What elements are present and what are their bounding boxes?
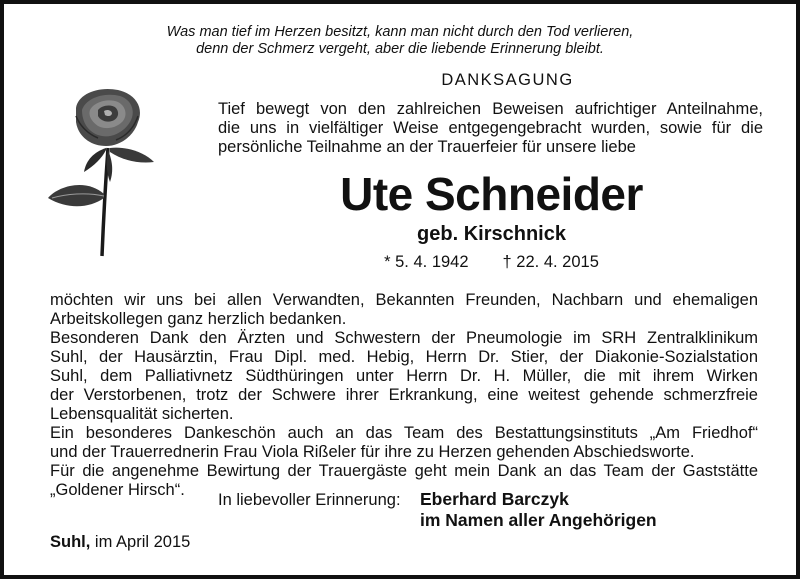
motto-line: Was man tief im Herzen besitzt, kann man nicht durch den Tod verlieren,	[166, 24, 634, 40]
intro-line: die uns in vielfältiger Weise entgegengebracht wurden, sowie für die	[218, 119, 763, 137]
thanks-line: Für die angenehme Bewirtung der Trauergäste geht mein Dank an das Team der Gaststätte	[50, 462, 758, 480]
thanks-line: Lebensqualität sicherten.	[50, 405, 234, 423]
signatory-note: im Namen aller Angehörigen	[420, 510, 657, 530]
thanks-line: möchten wir uns bei allen Verwandten, Bekannten Freunden, Nachbarn und ehemaligen	[50, 291, 758, 309]
place-date-text: im April 2015	[90, 533, 191, 551]
deceased-name: Ute Schneider	[340, 168, 643, 220]
page-title: DANKSAGUNG	[441, 71, 574, 89]
thanks-line: der Verstorbenen, trotz der Schwere ihrer Erkrankung, eine weitest gehende schmerzfreie	[50, 386, 758, 404]
thanks-line: Ein besonderes Dankeschön auch an das Team des Bestattungsinstituts „Am Friedhof“	[50, 424, 758, 442]
intro-line: Tief bewegt von den zahlreichen Beweisen aufrichtiger Anteilnahme,	[218, 100, 763, 118]
life-dates	[219, 252, 764, 272]
rose-icon	[46, 86, 166, 261]
signature-label: In liebevoller Erinnerung:	[218, 491, 401, 509]
signatory-name: Eberhard Barczyk	[420, 489, 569, 509]
birth-name: geb. Kirschnick	[417, 223, 566, 245]
intro-text	[218, 100, 763, 157]
death-date: † 22. 4. 2015	[502, 253, 599, 271]
thanks-text	[50, 291, 758, 500]
thanks-line: und der Trauerrednerin Frau Viola Rißeler für ihre zu Herzen gehenden Abschiedsworte.	[50, 443, 695, 461]
thanks-line: Suhl, der Hausärztin, Frau Dipl. med. Hebig, Herrn Dr. Stier, der Diakonie-Sozialstation	[50, 348, 758, 366]
thanks-line: „Goldener Hirsch“.	[50, 481, 185, 499]
motto-line: denn der Schmerz vergeht, aber die liebende Erinnerung bleibt.	[196, 41, 604, 57]
thanks-line: Suhl, dem Palliativnetz Südthüringen unter Herrn Dr. H. Müller, die mit ihrem Wirken	[50, 367, 758, 385]
signature	[420, 489, 657, 531]
place-city: Suhl,	[50, 533, 91, 551]
thanks-line: Besonderen Dank den Ärzten und Schwestern der Pneumologie im SRH Zentralklinikum	[50, 329, 758, 347]
thanks-line: Arbeitskollegen ganz herzlich bedanken.	[50, 310, 347, 328]
intro-line: persönliche Teilnahme an der Trauerfeier für unsere liebe	[218, 138, 636, 156]
place-date	[50, 533, 190, 552]
motto	[4, 24, 796, 58]
birth-date: * 5. 4. 1942	[384, 253, 469, 271]
